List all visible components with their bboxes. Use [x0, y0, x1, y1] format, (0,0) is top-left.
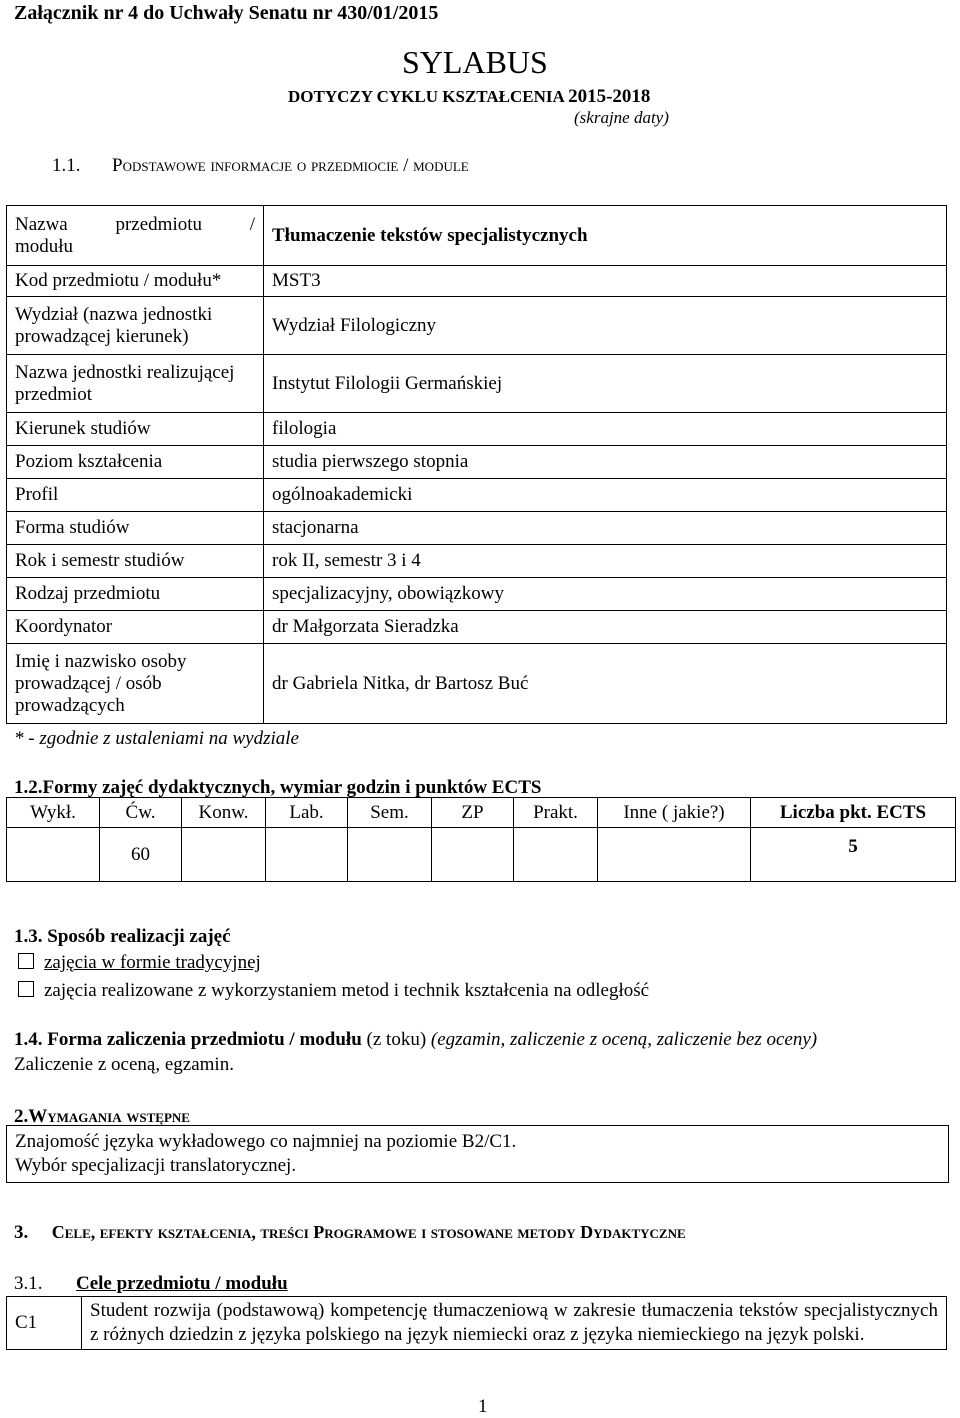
table-row — [7, 206, 947, 266]
checkbox[interactable] — [18, 981, 34, 997]
info-value: Tłumaczenie tekstów specjalistycznych — [264, 206, 947, 266]
forms-table — [6, 797, 956, 882]
info-label: Wydział (nazwa jednostki prowadzącej kierunek) — [7, 297, 264, 355]
goal-text: Student rozwija (podstawową) kompetencję tłumaczeniową w zakresie tłumaczenia tekstów specjalistycznych z różnych dziedzin z języka polskiego na język niemiecki oraz z języka niemieckiego na język polski. — [82, 1297, 947, 1350]
forms-value: 60 — [100, 828, 182, 882]
option-traditional[interactable] — [18, 952, 261, 974]
forms-value — [598, 828, 751, 882]
requirement-line: Znajomość języka wykładowego co najmniej na poziomie B2/C1. — [15, 1131, 517, 1152]
forms-value — [432, 828, 514, 882]
info-label-line: Nazwa przedmiotu / — [15, 213, 255, 235]
syllabus-title: SYLABUS — [402, 44, 548, 80]
option-remote[interactable] — [18, 980, 649, 1002]
forms-header: Inne ( jakie?) — [598, 798, 751, 828]
basic-info-table — [6, 205, 947, 724]
info-label: Profil — [7, 479, 264, 512]
table-row — [7, 828, 956, 882]
section-1-1-heading — [52, 155, 469, 177]
table-row — [7, 512, 947, 545]
forms-header: Wykł. — [7, 798, 100, 828]
forms-value — [348, 828, 432, 882]
table-row — [7, 355, 947, 413]
checkbox[interactable] — [18, 953, 34, 969]
table-row — [7, 413, 947, 446]
forms-header: ZP — [432, 798, 514, 828]
info-value: Wydział Filologiczny — [264, 297, 947, 355]
info-label: Imię i nazwisko osoby prowadzącej / osób prowadzących — [7, 644, 264, 724]
section-title: Cele, efekty kształcenia, treści Programowe i stosowane metody Dydaktyczne — [51, 1222, 686, 1242]
section-number: 3. — [14, 1222, 29, 1243]
syllabus-subtitle — [288, 86, 650, 108]
syllabus-cycle-label: DOTYCZY CYKLU KSZTAŁCENIA — [288, 87, 564, 106]
table-row — [7, 1126, 949, 1183]
option-label: zajęcia realizowane z wykorzystaniem metod i technik kształcenia na odległość — [44, 980, 650, 1001]
section-title: Cele przedmiotu / modułu — [76, 1273, 288, 1294]
table-row — [7, 545, 947, 578]
section-number: 2. — [14, 1106, 29, 1127]
info-label: Poziom kształcenia — [7, 446, 264, 479]
info-value: studia pierwszego stopnia — [264, 446, 947, 479]
page-number: 1 — [478, 1396, 488, 1417]
section-3-1-heading — [14, 1273, 288, 1295]
section-1-3-heading — [14, 926, 231, 948]
table-row — [7, 1297, 947, 1350]
table-row — [7, 297, 947, 355]
info-value: ogólnoakademicki — [264, 479, 947, 512]
section-3-heading — [14, 1222, 686, 1244]
forms-header: Prakt. — [514, 798, 598, 828]
info-value: Instytut Filologii Germańskiej — [264, 355, 947, 413]
info-label: Forma studiów — [7, 512, 264, 545]
goals-table — [6, 1296, 947, 1350]
syllabus-years-note: (skrajne daty) — [574, 108, 669, 127]
section-1-2-heading: 1.2.Formy zajęć dydaktycznych, wymiar godzin i punktów ECTS — [14, 777, 542, 798]
assessment-form: Zaliczenie z oceną, egzamin. — [14, 1054, 234, 1075]
section-title: Podstawowe informacje o przedmiocie / module — [112, 155, 469, 176]
requirements-cell — [7, 1126, 949, 1183]
section-number: 3.1. — [14, 1273, 43, 1294]
document-header: Załącznik nr 4 do Uchwały Senatu nr 430/01/2015 — [14, 2, 439, 24]
table-row — [7, 644, 947, 724]
section-title: Forma zaliczenia przedmiotu / modułu — [47, 1029, 362, 1050]
section-paren: (z toku) — [366, 1029, 427, 1050]
section-number: 1.4. — [14, 1029, 43, 1050]
forms-header: Liczba pkt. ECTS — [751, 798, 956, 828]
table-row — [7, 446, 947, 479]
forms-header: Ćw. — [100, 798, 182, 828]
forms-value — [266, 828, 348, 882]
info-value: dr Gabriela Nitka, dr Bartosz Buć — [264, 644, 947, 724]
info-value: stacjonarna — [264, 512, 947, 545]
info-label: Kierunek studiów — [7, 413, 264, 446]
info-label: Kod przedmiotu / modułu* — [7, 266, 264, 297]
info-value: MST3 — [264, 266, 947, 297]
requirements-table — [6, 1125, 949, 1183]
forms-value — [514, 828, 598, 882]
info-label-line: modułu — [15, 235, 74, 257]
section-number: 1.1. — [52, 155, 81, 176]
option-label: zajęcia w formie tradycyjnej — [44, 952, 261, 973]
section-number: 1.3. — [14, 926, 43, 947]
table-row — [7, 611, 947, 644]
section-1-4-heading — [14, 1029, 817, 1051]
table-row — [7, 798, 956, 828]
forms-header: Sem. — [348, 798, 432, 828]
forms-header: Lab. — [266, 798, 348, 828]
section-options: (egzamin, zaliczenie z oceną, zaliczenie bez oceny) — [430, 1029, 818, 1050]
info-value: specjalizacyjny, obowiązkowy — [264, 578, 947, 611]
requirement-line: Wybór specjalizacji translatorycznej. — [15, 1155, 297, 1176]
table-row — [7, 578, 947, 611]
footnote: * - zgodnie z ustaleniami na wydziale — [14, 728, 299, 749]
ects-value: 5 — [751, 828, 956, 882]
forms-value — [7, 828, 100, 882]
forms-header: Konw. — [182, 798, 266, 828]
section-title: Wymagania wstępne — [28, 1106, 190, 1127]
goal-code: C1 — [7, 1297, 82, 1350]
info-label: Rodzaj przedmiotu — [7, 578, 264, 611]
info-value: rok II, semestr 3 i 4 — [264, 545, 947, 578]
table-row — [7, 479, 947, 512]
info-value: dr Małgorzata Sieradzka — [264, 611, 947, 644]
syllabus-years: 2015-2018 — [568, 86, 651, 107]
info-label — [7, 206, 264, 266]
info-label: Koordynator — [7, 611, 264, 644]
section-title: Sposób realizacji zajęć — [47, 926, 231, 947]
table-row — [7, 266, 947, 297]
info-label: Rok i semestr studiów — [7, 545, 264, 578]
info-value: filologia — [264, 413, 947, 446]
info-label: Nazwa jednostki realizującej przedmiot — [7, 355, 264, 413]
forms-value — [182, 828, 266, 882]
